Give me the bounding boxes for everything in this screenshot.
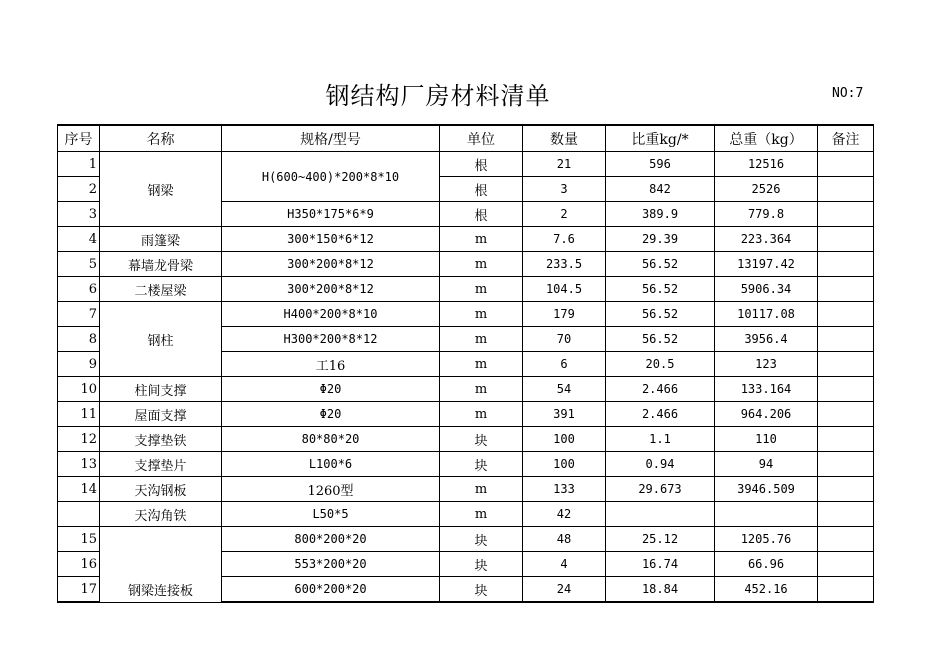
cell-note: [818, 202, 874, 227]
cell-qty: 100: [523, 452, 606, 477]
cell-density: 18.84: [606, 577, 715, 603]
cell-total: 94: [715, 452, 818, 477]
cell-total: 779.8: [715, 202, 818, 227]
cell-qty: 104.5: [523, 277, 606, 302]
cell-unit: m: [440, 352, 523, 377]
cell-seq: 2: [58, 177, 100, 202]
cell-seq: 17: [58, 577, 100, 603]
cell-unit: 块: [440, 527, 523, 552]
cell-density: 25.12: [606, 527, 715, 552]
cell-name: 钢梁: [100, 152, 222, 227]
cell-note: [818, 427, 874, 452]
cell-note: [818, 327, 874, 352]
cell-total: 13197.42: [715, 252, 818, 277]
cell-note: [818, 352, 874, 377]
header-seq: 序号: [58, 125, 100, 152]
cell-name: 幕墙龙骨梁: [100, 252, 222, 277]
cell-density: 56.52: [606, 277, 715, 302]
cell-qty: 48: [523, 527, 606, 552]
cell-total: 12516: [715, 152, 818, 177]
header-unit: 单位: [440, 125, 523, 152]
cell-unit: m: [440, 377, 523, 402]
cell-spec: 800*200*20: [222, 527, 440, 552]
cell-seq: 6: [58, 277, 100, 302]
cell-spec: H400*200*8*10: [222, 302, 440, 327]
cell-note: [818, 377, 874, 402]
table-row: [58, 402, 874, 427]
cell-name: 钢梁连接板: [100, 527, 222, 603]
cell-name: 屋面支撑: [100, 402, 222, 427]
cell-total: 3956.4: [715, 327, 818, 352]
cell-name: 天沟钢板: [100, 477, 222, 502]
table-row: [58, 227, 874, 252]
cell-unit: m: [440, 477, 523, 502]
cell-qty: 133: [523, 477, 606, 502]
cell-spec: L50*5: [222, 502, 440, 527]
cell-total: 110: [715, 427, 818, 452]
cell-total: 123: [715, 352, 818, 377]
page-number: NO:7: [832, 86, 864, 101]
cell-qty: 21: [523, 152, 606, 177]
cell-spec: H300*200*8*12: [222, 327, 440, 352]
cell-density: 29.39: [606, 227, 715, 252]
cell-total: [715, 502, 818, 527]
cell-spec: 600*200*20: [222, 577, 440, 603]
cell-spec: 300*200*8*12: [222, 277, 440, 302]
cell-density: 56.52: [606, 252, 715, 277]
cell-seq: 10: [58, 377, 100, 402]
table-row: [58, 152, 874, 177]
cell-seq: [58, 502, 100, 527]
cell-density: [606, 502, 715, 527]
cell-spec: 300*150*6*12: [222, 227, 440, 252]
header-name: 名称: [100, 125, 222, 152]
cell-spec: H350*175*6*9: [222, 202, 440, 227]
cell-unit: m: [440, 402, 523, 427]
cell-density: 1.1: [606, 427, 715, 452]
cell-seq: 8: [58, 327, 100, 352]
cell-spec: H(600~400)*200*8*10: [222, 152, 440, 202]
cell-spec: 80*80*20: [222, 427, 440, 452]
cell-total: 452.16: [715, 577, 818, 603]
cell-total: 10117.08: [715, 302, 818, 327]
cell-note: [818, 277, 874, 302]
cell-unit: m: [440, 277, 523, 302]
cell-note: [818, 527, 874, 552]
cell-density: 2.466: [606, 377, 715, 402]
cell-seq: 13: [58, 452, 100, 477]
header-qty: 数量: [523, 125, 606, 152]
cell-spec: 1260型: [222, 477, 440, 502]
cell-density: 0.94: [606, 452, 715, 477]
cell-note: [818, 577, 874, 603]
cell-name: 支撑垫片: [100, 452, 222, 477]
cell-qty: 233.5: [523, 252, 606, 277]
cell-spec: L100*6: [222, 452, 440, 477]
cell-total: 1205.76: [715, 527, 818, 552]
cell-seq: 16: [58, 552, 100, 577]
cell-total: 223.364: [715, 227, 818, 252]
header-note: 备注: [818, 125, 874, 152]
cell-spec: 300*200*8*12: [222, 252, 440, 277]
cell-name: 二楼屋梁: [100, 277, 222, 302]
cell-seq: 9: [58, 352, 100, 377]
cell-name: 雨篷梁: [100, 227, 222, 252]
cell-spec: Φ20: [222, 402, 440, 427]
cell-total: 5906.34: [715, 277, 818, 302]
cell-unit: m: [440, 502, 523, 527]
cell-unit: 块: [440, 452, 523, 477]
cell-unit: 根: [440, 177, 523, 202]
cell-total: 133.164: [715, 377, 818, 402]
cell-total: 2526: [715, 177, 818, 202]
cell-density: 56.52: [606, 302, 715, 327]
cell-unit: m: [440, 302, 523, 327]
cell-qty: 42: [523, 502, 606, 527]
header-density: 比重kg/*: [606, 125, 715, 152]
table-row: [58, 377, 874, 402]
cell-unit: 块: [440, 427, 523, 452]
cell-note: [818, 252, 874, 277]
cell-name: 支撑垫铁: [100, 427, 222, 452]
cell-seq: 7: [58, 302, 100, 327]
cell-name: 钢柱: [100, 302, 222, 377]
cell-unit: m: [440, 327, 523, 352]
table-header-row: [58, 125, 874, 152]
cell-density: 20.5: [606, 352, 715, 377]
cell-note: [818, 227, 874, 252]
cell-qty: 391: [523, 402, 606, 427]
cell-total: 66.96: [715, 552, 818, 577]
cell-seq: 1: [58, 152, 100, 177]
cell-unit: 块: [440, 552, 523, 577]
table-row: [58, 527, 874, 552]
cell-name: 天沟角铁: [100, 502, 222, 527]
cell-spec: 工16: [222, 352, 440, 377]
cell-qty: 6: [523, 352, 606, 377]
cell-note: [818, 502, 874, 527]
cell-density: 842: [606, 177, 715, 202]
cell-seq: 11: [58, 402, 100, 427]
cell-seq: 15: [58, 527, 100, 552]
table-row: [58, 252, 874, 277]
cell-density: 56.52: [606, 327, 715, 352]
cell-unit: 块: [440, 577, 523, 603]
table-row: [58, 502, 874, 527]
cell-qty: 4: [523, 552, 606, 577]
cell-note: [818, 302, 874, 327]
cell-density: 596: [606, 152, 715, 177]
cell-qty: 70: [523, 327, 606, 352]
table-row: [58, 277, 874, 302]
cell-unit: 根: [440, 202, 523, 227]
cell-qty: 24: [523, 577, 606, 603]
cell-total: 964.206: [715, 402, 818, 427]
cell-density: 29.673: [606, 477, 715, 502]
header-total: 总重（kg）: [715, 125, 818, 152]
table-row: [58, 452, 874, 477]
cell-note: [818, 152, 874, 177]
cell-unit: 根: [440, 152, 523, 177]
document-title: 钢结构厂房材料清单: [325, 82, 551, 110]
cell-qty: 7.6: [523, 227, 606, 252]
cell-note: [818, 402, 874, 427]
cell-name: 柱间支撑: [100, 377, 222, 402]
cell-seq: 12: [58, 427, 100, 452]
cell-total: 3946.509: [715, 477, 818, 502]
cell-seq: 4: [58, 227, 100, 252]
cell-density: 2.466: [606, 402, 715, 427]
cell-note: [818, 477, 874, 502]
cell-note: [818, 452, 874, 477]
table-row: [58, 477, 874, 502]
materials-table: [57, 124, 874, 603]
cell-seq: 3: [58, 202, 100, 227]
cell-spec: 553*200*20: [222, 552, 440, 577]
cell-seq: 5: [58, 252, 100, 277]
cell-unit: m: [440, 252, 523, 277]
cell-qty: 2: [523, 202, 606, 227]
cell-seq: 14: [58, 477, 100, 502]
table-row: [58, 302, 874, 327]
cell-unit: m: [440, 227, 523, 252]
cell-qty: 100: [523, 427, 606, 452]
cell-note: [818, 177, 874, 202]
cell-qty: 179: [523, 302, 606, 327]
cell-spec: Φ20: [222, 377, 440, 402]
table-row: [58, 427, 874, 452]
cell-density: 389.9: [606, 202, 715, 227]
cell-density: 16.74: [606, 552, 715, 577]
cell-note: [818, 552, 874, 577]
header-spec: 规格/型号: [222, 125, 440, 152]
cell-qty: 3: [523, 177, 606, 202]
cell-qty: 54: [523, 377, 606, 402]
